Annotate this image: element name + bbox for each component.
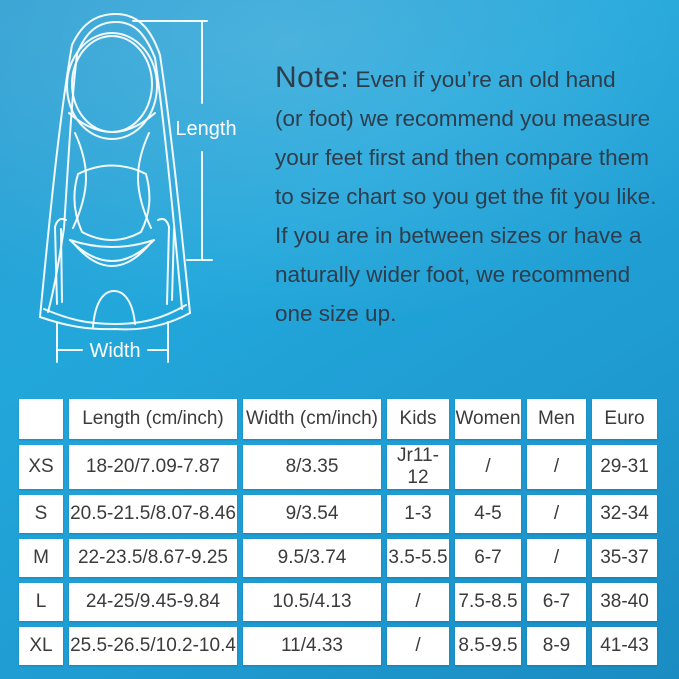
column-header-length: Length (cm/inch) [69,399,237,439]
table-cell: 35-37 [592,539,657,577]
column-header-euro: Euro [592,399,657,439]
size-cell: L [19,583,63,621]
note-line: to size chart so you get the fit you like. [275,184,657,209]
table-cell: 7.5-8.5 [455,583,521,621]
fin-outline-drawing [40,14,190,329]
table-cell: 6-7 [527,583,586,621]
table-cell: 10.5/4.13 [243,583,381,621]
size-chart-table [13,393,663,671]
column-header-size [19,399,63,439]
table-cell: 29-31 [592,445,657,489]
table-cell: / [387,583,449,621]
table-row [19,495,657,533]
table-cell: 8-9 [527,627,586,665]
note-line: one size up. [275,301,397,326]
table-cell: / [387,627,449,665]
table-cell: 32-34 [592,495,657,533]
note-block [275,58,675,333]
note-line: If you are in between sizes or have a [275,223,642,248]
table-cell: 9/3.54 [243,495,381,533]
size-cell: XL [19,627,63,665]
table-row [19,583,657,621]
table-cell: 11/4.33 [243,627,381,665]
table-cell: Jr11-12 [387,445,449,489]
table-cell: 41-43 [592,627,657,665]
table-cell: / [455,445,521,489]
table-cell: 38-40 [592,583,657,621]
table-row [19,539,657,577]
table-cell: 22-23.5/8.67-9.25 [69,539,237,577]
width-label: Width [89,340,141,362]
table-cell: 24-25/9.45-9.84 [69,583,237,621]
length-label: Length [175,118,237,140]
note-line: (or foot) we recommend you measure [275,106,651,131]
table-cell: 4-5 [455,495,521,533]
table-cell: 3.5-5.5 [387,539,449,577]
table-cell: / [527,445,586,489]
column-header-women: Women [455,399,521,439]
note-line-text: Even if you’re an old hand [355,67,616,92]
table-header-row [19,399,657,439]
table-cell: 20.5-21.5/8.07-8.46 [69,495,237,533]
note-line: your feet first and then compare them [275,145,649,170]
table-cell: 1-3 [387,495,449,533]
table-cell: / [527,495,586,533]
table-cell: 25.5-26.5/10.2-10.4 [69,627,237,665]
table-row [19,627,657,665]
size-cell: S [19,495,63,533]
table-cell: 8/3.35 [243,445,381,489]
size-cell: M [19,539,63,577]
fin-diagram [20,0,270,375]
column-header-width: Width (cm/inch) [243,399,381,439]
table-cell: 18-20/7.09-7.87 [69,445,237,489]
column-header-men: Men [527,399,586,439]
size-cell: XS [19,445,63,489]
table-cell: 8.5-9.5 [455,627,521,665]
table-cell: 9.5/3.74 [243,539,381,577]
note-line [275,58,675,99]
table-cell: 6-7 [455,539,521,577]
table-row [19,445,657,489]
note-title: Note: [275,61,350,94]
column-header-kids: Kids [387,399,449,439]
note-line: naturally wider foot, we recommend [275,262,631,287]
table-cell: / [527,539,586,577]
